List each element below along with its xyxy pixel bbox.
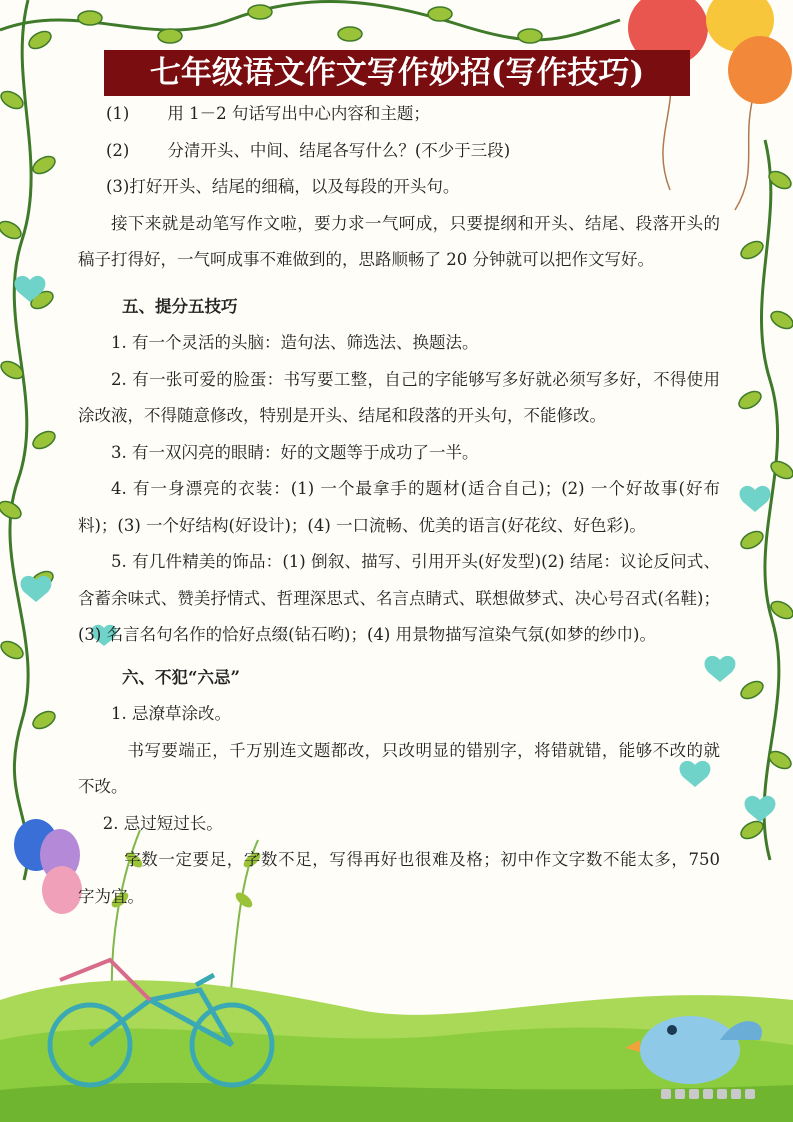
watermark-icon [661, 1086, 771, 1102]
step-text: 用 1－2 句话写出中心内容和主题； [167, 104, 430, 123]
taboo-1-text: 书写要端正，千万别连文题都改，只改明显的错别字，将错就错，能够不改的就不改。 [78, 740, 720, 796]
section-6-heading: 六、不犯“六忌” [122, 667, 240, 687]
outline-step-1 [78, 96, 720, 133]
taboo-2-title: 2. 忌过短过长。 [102, 813, 223, 833]
tip-item-2: 2. 有一张可爱的脸蛋：书写要工整，自己的字能够写多好就必须写多好，不得使用涂改液，不得随意修改，特别是开头、结尾和段落的开头句，不能修改。 [78, 369, 720, 425]
page-title: 七年级语文作文写作妙招(写作技巧) [104, 50, 690, 96]
step-number: (2) [106, 140, 130, 160]
taboo-2-text: 字数一定要足，字数不足，写得再好也很难及格；初中作文字数不能太多，750 字为宜。 [78, 850, 720, 906]
step-text: 分清开头、中间、结尾各写什么？(不少于三段) [167, 140, 511, 160]
tip-item-1: 1. 有一个灵活的头脑：造句法、筛选法、换题法。 [111, 333, 479, 352]
top-leaves-icon [78, 5, 542, 43]
tip-item-5: 5. 有几件精美的饰品：(1) 倒叙、描写、引用开头(好发型)(2) 结尾：议论反问式、含蓄余味式、赞美抒情式、哲理深思式、名言点睛式、联想做梦式、决心号召式(名鞋)；(3) 名言名句名作的恰好点缀(钻石哟)；(4) 用景物描写渲染气氛(如梦的纱巾)。 [78, 552, 720, 644]
step-text: 打好开头、结尾的细稿，以及每段的开头句。 [129, 177, 460, 196]
section-5-heading: 五、提分五技巧 [122, 296, 238, 316]
tip-item-4: 4. 有一身漂亮的衣装：(1) 一个最拿手的题材(适合自己)；(2) 一个好故事(好布料)；(3) 一个好结构(好设计)；(4) 一口流畅、优美的语言(好花纹、好色彩)。 [78, 479, 720, 535]
intro-paragraph: 接下来就是动笔写作文啦，要力求一气呵成，只要提纲和开头、结尾、段落开头的稿子打得好，一气呵成事不难做到的，思路顺畅了 20 分钟就可以把作文写好。 [78, 213, 720, 269]
step-number: (3) [106, 177, 130, 196]
taboo-1-title: 1. 忌潦草涂改。 [111, 704, 231, 723]
article-body [78, 96, 720, 915]
outline-step-2 [78, 133, 720, 170]
outline-step-3 [78, 169, 720, 206]
left-vine-icon [10, 0, 31, 880]
small-balloon-icon [14, 819, 82, 914]
step-number: (1) [106, 104, 130, 123]
tip-item-3: 3. 有一双闪亮的眼睛：好的文题等于成功了一半。 [111, 442, 479, 462]
